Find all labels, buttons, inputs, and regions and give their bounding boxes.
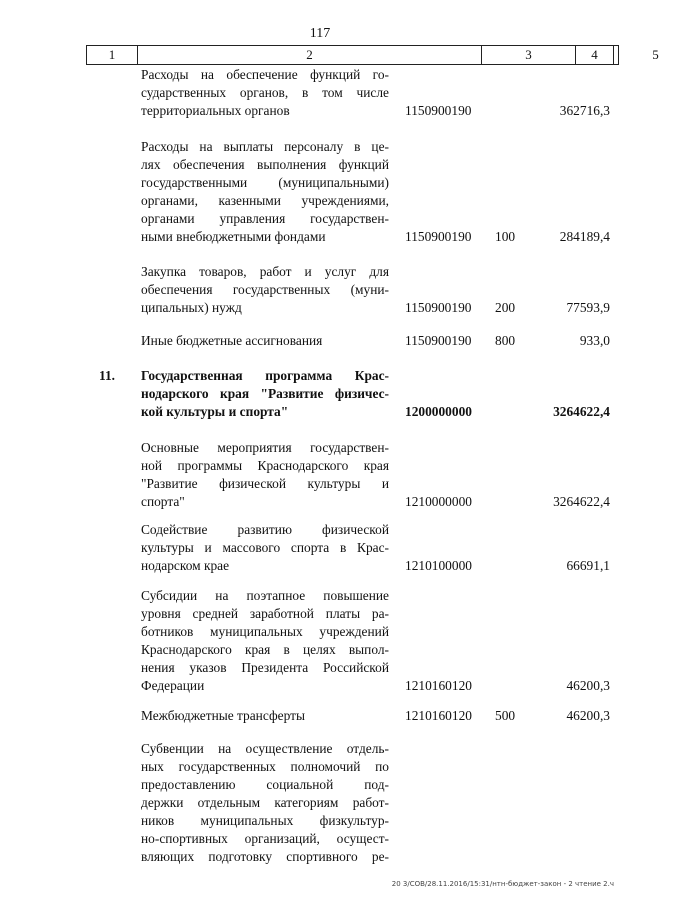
row-description: Закупка товаров, работ и услуг для обеспечения государственных (муни- ципальных) нужд xyxy=(141,264,389,315)
header-col-2: 2 xyxy=(306,47,313,62)
row-amount: 46200,3 xyxy=(566,678,610,693)
document-footer: 20 3/СОВ/28.11.2016/15:31/нтн-бюджет-закон - 2 чтение 2.ч xyxy=(391,880,614,888)
row-vr: 100 xyxy=(495,229,516,244)
row-description: Субсидии на поэтапное повышение уровня средней заработной платы ра- ботников муниципальных учреждений Краснодарского края в целях выпол- нения указов Президента Российской Федерации xyxy=(141,588,389,693)
row-description: Основные мероприятия государствен- ной программы Краснодарского края "Развитие физической культуры и спорта" xyxy=(141,440,389,509)
page-number: 117 xyxy=(309,26,331,41)
row-description: Расходы на выплаты персоналу в це- лях обеспечения выполнения функций государственными (муниципальными) органами, казенными учреждениями, органами управления государствен- ными внебюджетными фондами xyxy=(141,139,389,244)
row-description: Межбюджетные трансферты xyxy=(141,708,305,723)
table-header xyxy=(86,45,659,65)
row-amount: 77593,9 xyxy=(566,300,610,315)
row-code: 1210160120 xyxy=(405,678,472,693)
row-vr: 200 xyxy=(495,300,516,315)
row-code: 1210160120 xyxy=(405,708,472,723)
row-description: Субвенции на осуществление отдель- ных государственных полномочий по предоставлению социальной под- держки отдельным категориям работ- ников муниципальных физкультур- но-спортивных организаций, осущест- вляющих подготовку спортивного ре- xyxy=(141,741,389,864)
header-col-4: 4 xyxy=(591,47,598,62)
row-vr: 500 xyxy=(495,708,516,723)
row-description: Расходы на обеспечение функций го- сударственных органов, в том числе территориальных органов xyxy=(141,67,389,118)
row-amount: 46200,3 xyxy=(566,708,610,723)
row-amount: 362716,3 xyxy=(559,103,610,118)
row-code: 1150900190 xyxy=(405,103,472,118)
section-code: 1200000000 xyxy=(405,404,472,419)
header-col-1: 1 xyxy=(108,47,116,62)
row-amount: 3264622,4 xyxy=(553,494,610,509)
row-vr: 800 xyxy=(495,333,516,348)
section-amount: 3264622,4 xyxy=(553,404,610,419)
section-title: Государственная программа Крас- нодарского края "Развитие физичес- кой культуры и спорта" xyxy=(141,368,389,419)
row-description: Содействие развитию физической культуры и массового спорта в Крас- нодарском крае xyxy=(141,522,389,573)
row-code: 1210100000 xyxy=(405,558,472,573)
row-code: 1150900190 xyxy=(405,300,472,315)
row-code: 1150900190 xyxy=(405,229,472,244)
header-col-3: 3 xyxy=(525,47,532,62)
row-code: 1210000000 xyxy=(405,494,472,509)
header-col-5: 5 xyxy=(652,47,659,62)
row-amount: 284189,4 xyxy=(559,229,610,244)
row-amount: 66691,1 xyxy=(566,558,610,573)
section-number: 11. xyxy=(99,368,115,383)
row-code: 1150900190 xyxy=(405,333,472,348)
row-description: Иные бюджетные ассигнования xyxy=(141,333,323,348)
row-amount: 933,0 xyxy=(579,333,610,348)
